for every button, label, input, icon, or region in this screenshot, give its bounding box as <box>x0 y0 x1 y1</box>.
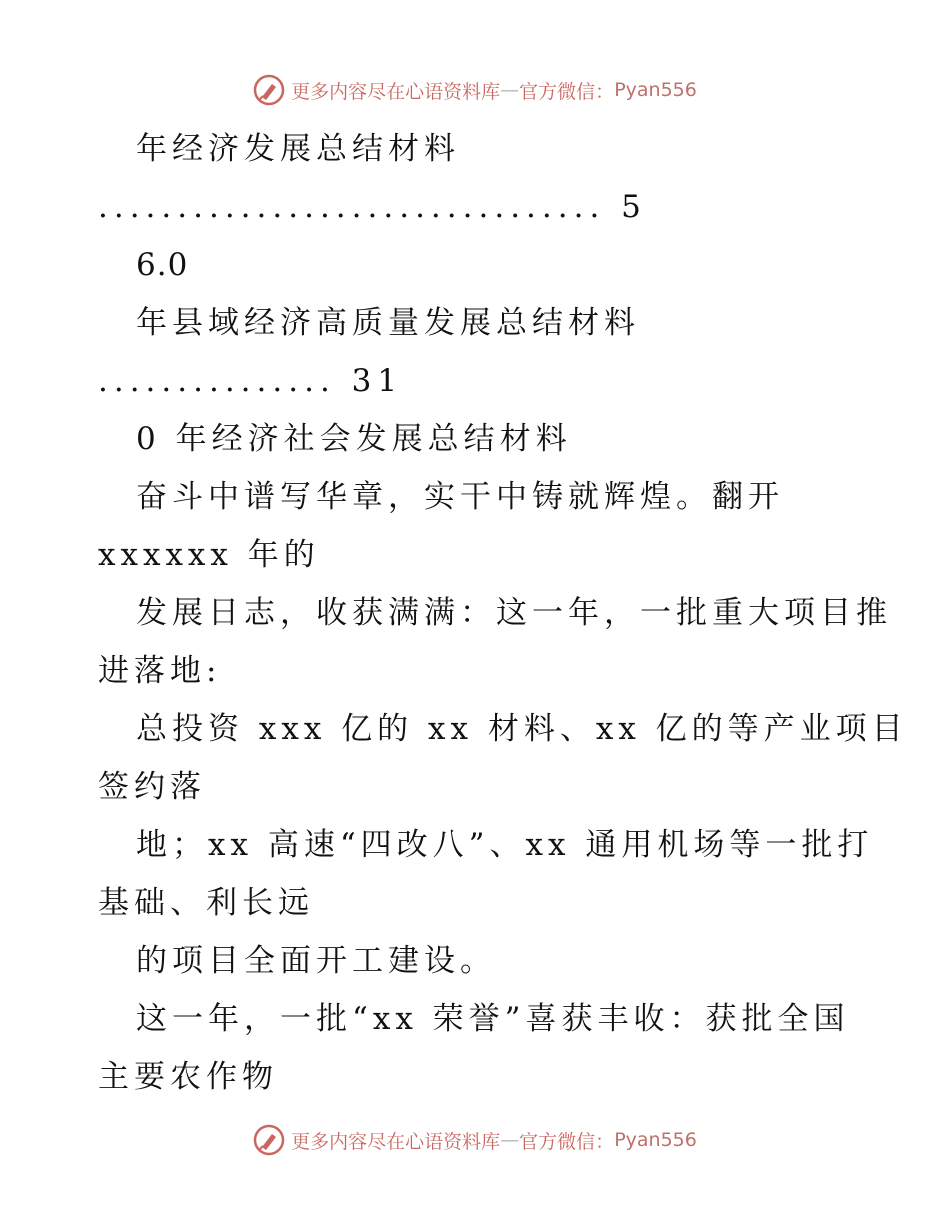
toc-leader-line: ................................ 5 <box>98 189 647 225</box>
paragraph-line: 这一年，一批“xx 荣誉”喜获丰收：获批全国 <box>136 1001 850 1037</box>
banner-wechat-label: 官方微信： <box>519 1130 615 1153</box>
banner-text: 更多内容尽在心语资料库 <box>291 80 501 103</box>
paragraph-line: 主要农作物 <box>98 1059 278 1095</box>
banner-dash: — <box>500 1129 520 1151</box>
paragraph-line: 签约落 <box>98 769 206 805</box>
paragraph-line: 地；xx 高速“四改八”、xx 通用机场等一批打 <box>136 827 874 863</box>
banner-text: 更多内容尽在心语资料库 <box>291 1130 501 1153</box>
pen-nib-logo-icon <box>253 1124 285 1156</box>
paragraph-line: xxxxxx 年的 <box>98 537 320 573</box>
footer-banner <box>0 1120 950 1160</box>
paragraph-line: 进落地: <box>98 653 222 689</box>
section-heading: 0 年经济社会发展总结材料 <box>136 421 572 457</box>
pen-nib-logo-icon <box>253 74 285 106</box>
banner-dash: — <box>500 79 520 101</box>
banner-wechat-id: Pyan556 <box>614 1129 697 1151</box>
toc-title-line: 年经济发展总结材料 <box>136 131 460 167</box>
toc-number-line: 6.0 <box>136 247 189 283</box>
paragraph-line: 奋斗中谱写华章，实干中铸就辉煌。翻开 <box>136 479 784 515</box>
paragraph-line: 总投资 xxx 亿的 xx 材料、xx 亿的等产业项目 <box>136 711 908 747</box>
toc-title-line: 年县域经济高质量发展总结材料 <box>136 305 640 341</box>
paragraph-line: 基础、利长远 <box>98 885 314 921</box>
toc-leader-line: ............... 31 <box>98 363 404 399</box>
body-text <box>98 120 908 1106</box>
header-banner <box>0 70 950 110</box>
banner-wechat-id: Pyan556 <box>614 79 697 101</box>
paragraph-line: 发展日志，收获满满：这一年，一批重大项目推 <box>136 595 892 631</box>
banner-wechat-label: 官方微信： <box>519 80 615 103</box>
paragraph-line: 的项目全面开工建设。 <box>136 943 496 979</box>
